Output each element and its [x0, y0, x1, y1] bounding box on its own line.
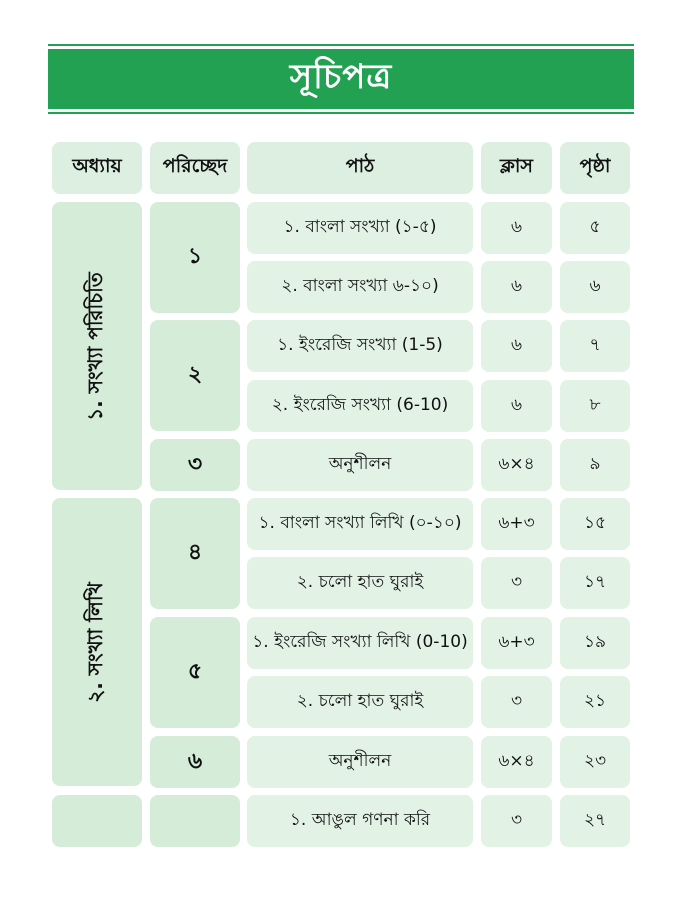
page-cell: ২১ [560, 676, 630, 728]
banner-top-line [48, 44, 634, 46]
class-cell: ৩ [481, 676, 552, 728]
banner-bottom-line [48, 112, 634, 114]
header-section: পরিচ্ছেদ [150, 142, 240, 194]
class-cell: ৬ [481, 261, 552, 313]
page-cell: ৫ [560, 202, 630, 254]
lesson-cell: ২. চলো হাত ঘুরাই [247, 557, 473, 609]
lesson-cell: ১. ইংরেজি সংখ্যা লিখি (0-10) [247, 617, 473, 669]
lesson-cell: ১. বাংলা সংখ্যা (১-৫) [247, 202, 473, 254]
lesson-cell: ২. ইংরেজি সংখ্যা (6-10) [247, 380, 473, 432]
class-cell: ৬ [481, 202, 552, 254]
page-cell: ২৭ [560, 795, 630, 847]
header-page: পৃষ্ঠা [560, 142, 630, 194]
page-cell: ৮ [560, 380, 630, 432]
page-title: সূচিপত্র [289, 56, 393, 97]
class-cell: ৬ [481, 380, 552, 432]
lesson-cell: ১. ইংরেজি সংখ্যা (1-5) [247, 320, 473, 372]
chapter-cell-1 [52, 202, 142, 490]
lesson-cell: ১. বাংলা সংখ্যা লিখি (০-১০) [247, 498, 473, 550]
lesson-cell: ২. চলো হাত ঘুরাই [247, 676, 473, 728]
page-cell: ৯ [560, 439, 630, 491]
chapter-cell-empty [52, 795, 142, 847]
lesson-cell: ২. বাংলা সংখ্যা ৬-১০) [247, 261, 473, 313]
class-cell: ৬ [481, 320, 552, 372]
header-lesson: পাঠ [247, 142, 473, 194]
class-cell: ৬+৩ [481, 498, 552, 550]
chapter-cell-2 [52, 498, 142, 786]
lesson-cell: অনুশীলন [247, 439, 473, 491]
class-cell: ৬+৩ [481, 617, 552, 669]
chapter-label-1: ১. সংখ্যা পরিচিতি [82, 271, 107, 421]
section-cell-3: ৩ [150, 439, 240, 491]
class-cell: ৩ [481, 557, 552, 609]
class-cell: ৬×৪ [481, 439, 552, 491]
chapter-label-2: ২. সংখ্যা লিখি [82, 581, 107, 703]
page-cell: ৬ [560, 261, 630, 313]
section-cell-4: ৪ [150, 498, 240, 609]
class-cell: ৬×৪ [481, 736, 552, 788]
section-cell-empty [150, 795, 240, 847]
lesson-cell: অনুশীলন [247, 736, 473, 788]
section-cell-6: ৬ [150, 736, 240, 788]
title-box [48, 49, 634, 109]
title-banner [48, 44, 634, 114]
section-cell-1: ১ [150, 202, 240, 313]
page-cell: ২৩ [560, 736, 630, 788]
page-cell: ১৭ [560, 557, 630, 609]
page-cell: ৭ [560, 320, 630, 372]
page-cell: ১৫ [560, 498, 630, 550]
lesson-cell: ১. আঙুল গণনা করি [247, 795, 473, 847]
section-cell-5: ৫ [150, 617, 240, 728]
header-class: ক্লাস [481, 142, 552, 194]
header-chapter: অধ্যায় [52, 142, 142, 194]
section-cell-2: ২ [150, 320, 240, 431]
page-cell: ১৯ [560, 617, 630, 669]
class-cell: ৩ [481, 795, 552, 847]
